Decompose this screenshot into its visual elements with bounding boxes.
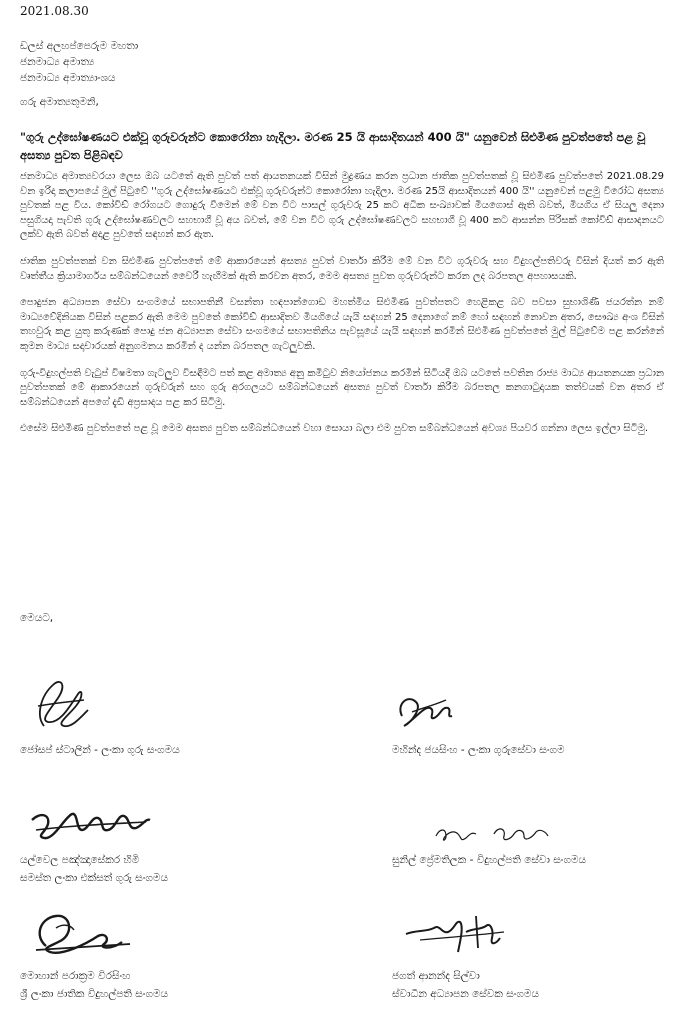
signatory-5-org: ශ්‍රී ලංකා ජාතික විදුහල්පති සංගමය xyxy=(20,988,169,1000)
signature-4 xyxy=(432,818,552,848)
body-paragraph-1: ජනමාධ්‍ය අමාත්‍යවරයා ලෙස ඔබ යටතේ ඇති පුවත් පත් ආයතනයක් විසින් මුද්‍රණය කරන ප්‍රධාන ජාතික පුවත්පතක් වූ සිළුමිණ පුවත්පතේ 2021.08.29 වන ඉරිදා කලාපයේ මුල් පිටුවේ ''ගුරු උද්ඝෝෂණයට එක්වූ ගුරුවරුන්ට කොරෝනා හැදිලා. මරණ 25යි ආසාදිතයන් 400 යි'' යනුවෙන් පළමු විරෝධ අසත්‍ය පුවතක් පළ විය. කෝවිඩ් රෝගයට ගොදුරු වීමෙන් මේ වන විට පාසල් ගුරුවරු 25 කට අධික සංඛ්‍යාවක් මියගොස් ඇති බවත්, මියගිය ඒ සියලු දෙනා පසුගියදා පැවති ගුරු උද්ඝෝෂණවලට සහභාගී වූ අය බවත්, මේ වන විට ගුරු උද්ඝෝෂණවලට සහභාගී වූ 400 කට ආසන්න පිරිසක් කෝවිඩ් ආසාදනයට ලක්ව ඇති බවත් අදාළ පුවතේ සඳහන් කර ඇත. xyxy=(20,171,664,241)
body-paragraph-2: ජාතික පුවත්පතක් වන සිළුමිණ පුවත්පතේ මේ ආකාරයෙන් අසත්‍ය පුවත් වාර්තා කිරීම මේ වන විට ගුරුවරු සහ විදුහල්පතිවරු විසින් දියත් කර ඇති වෘත්තීය ක්‍රියාමාර්ගය සම්බන්ධයෙන් වෛරී හැඟීමක් ඇති කරවන අතර, මෙම අසත්‍ය පුවත ගුරුවරුන්ට කරන ලද බරපතල අපහාසයකි. xyxy=(20,255,664,282)
signature-1 xyxy=(26,676,96,736)
signature-2 xyxy=(392,686,462,736)
recipient-title: ජනමාධ්‍ය අමාත්‍ය xyxy=(20,56,95,68)
recipient-name: ඩලස් අලහප්පෙරුම මහතා xyxy=(20,40,139,52)
signatory-3-name: යල්වෙල පඤ්ඤාසේකර හිමි xyxy=(20,854,140,866)
signatory-1-name: ජෝසප් ස්ටාලින් - ලංකා ගුරු සංගමය xyxy=(20,744,180,756)
letter-subject: "ගුරු උද්ඝෝෂණයට එක්වූ ගුරුවරුන්ට කොරෝනා හැදිලා. මරණ 25 යි ආසාදිතයන් 400 යි" යනුවෙන් සිළුමිණ පුවත්පතේ පළ වූ අසත්‍ය පුවත පිළිබඳව xyxy=(20,130,646,162)
letter-body xyxy=(20,170,664,449)
signatory-6-name: ජගත් ආනන්ද සිල්වා xyxy=(392,970,480,982)
signatory-5-name: මොහාන් පරාක්‍රම විරසිංහ xyxy=(20,970,131,982)
signature-3 xyxy=(26,800,156,850)
signatory-2-name: මහින්ද ජයසිංහ - ලංකා ගුරුසේවා සංගම xyxy=(392,744,565,756)
signatory-6-org: ස්වාධීන අධ්‍යාපන සේවක සංගමය xyxy=(392,988,540,1000)
signature-6 xyxy=(400,908,510,963)
signature-5 xyxy=(26,906,136,966)
salutation: ගරු අමාත්‍යතුමනි, xyxy=(20,96,99,108)
recipient-address xyxy=(20,38,138,86)
recipient-ministry: ජනමාධ්‍ය අමාත්‍යාංශය xyxy=(20,72,116,84)
body-paragraph-5: එසේම සිළුමිණ පුවත්පතේ පළ වූ මෙම අසත්‍ය පුවත සම්බන්ධයෙන් වහා සොයා බලා එම පුවත සම්බන්ධයෙන් අවශ්‍ය පියවර ගන්නා ලෙස ඉල්ලා සිටිමු. xyxy=(20,423,649,435)
body-paragraph-4: ගුරු-විදුහල්පති වැටුප් විෂමතා ගැටලුව විසඳීමට පත් කළ අමාත්‍ය අනු කමිටුව නියෝජනය කරමින් සිටියදී ඔබ යටතේ පවතින රාජ්‍ය මාධ්‍ය ආයතනයක ප්‍රධාන පුවත්පතක් මේ ආකාරයෙන් ගුරුවරුන් සහ ගුරු අරගලයට සම්බන්ධයෙන් අසත්‍ය පුවත් වාර්තා කිරීම බරපතල කනගාටුදායක තත්වයක් වන අතර ඒ සම්බන්ධයෙන් අපගේ දැඩි අප්‍රසාදය පළ කර සිටිමු. xyxy=(20,367,664,408)
letter-date: 2021.08.30 xyxy=(20,4,89,18)
body-paragraph-3: පොදුජන අධ්‍යාපන සේවා සංගමයේ සභාපතිනී වසන්තා හඳපාන්ගොඩ මහත්මිය සිළුමිණ පුවත්පතට හෙළිකළ බව පවසා සුභාශිණී ජයරත්න නම් මාධ්‍යවේදිනියක විසින් පළකර ඇති මෙම පුවතේ කෝවිඩ් ආසාදිතව මියගියේ යැයි සඳහන් 25 දෙනාගේ නම් හෝ සඳහන් නොවන අතර, සෞඛ්‍ය අංශ විසින් තහවුරු කළ යුතු කරුණක් පොදු ජන අධ්‍යාපන සේවා සංගමයේ සභාපතිනිය පැවසූයේ යැයි සඳහන් කරමින් සිළුමිණ පුවත්පතේ මුල් පිටුවේම පළ කරන්නේ කුමන මාධ්‍ය සදාචාරයක් අනුගමනය කරමින් ද යන්න බරපතල ගැටලුවකි. xyxy=(20,297,664,352)
signatory-4-name: සුනිල් ප්‍රේමතිලක - විදුහල්පති සේවා සංගමය xyxy=(392,854,587,866)
signatory-3-org: සමස්ත ලංකා එක්සත් ගුරු සංගමය xyxy=(20,872,169,884)
closing: මෙයට, xyxy=(20,612,54,624)
